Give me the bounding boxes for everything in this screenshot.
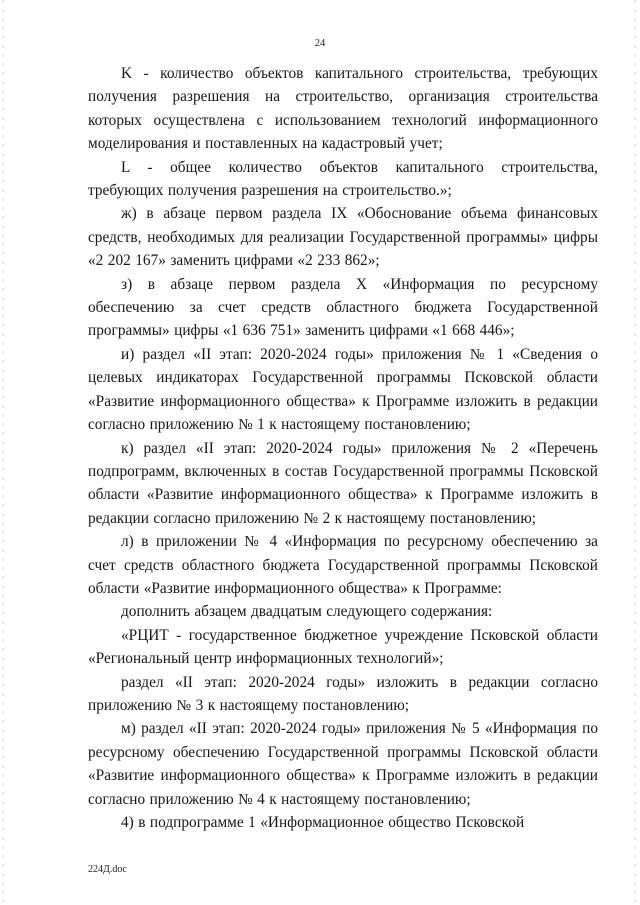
page-number: 24: [314, 38, 326, 49]
document-body: [88, 62, 598, 834]
paragraph-rcit: «РЦИТ - государственное бюджетное учреждение Псковской области «Региональный центр информационных технологий»;: [88, 626, 598, 668]
paragraph-z: з) в абзаце первом раздела X «Информация по ресурсному обеспечению за счет средств областного бюджета Государственной программы» цифры «1 636 751» заменить цифрами «1 668 446»;: [88, 275, 598, 340]
file-name-footer: 224Д.doc: [88, 864, 127, 875]
paragraph-l-definition: L - общее количество объектов капитального строительства, требующих получения разрешения на строительство.»;: [88, 158, 598, 200]
paragraph-4: 4) в подпрограмме 1 «Информационное общество Псковской: [121, 814, 525, 831]
paragraph-i: и) раздел «II этап: 2020-2024 годы» приложения № 1 «Сведения о целевых индикаторах Государственной программы Псковской области «Развитие информационного общества» к Программе изложить в редакции согласно приложению № 1 к настоящему постановлению;: [88, 345, 598, 434]
paragraph-k: к) раздел «II этап: 2020-2024 годы» приложения № 2 «Перечень подпрограмм, включенных в состав Государственной программы Псковской области «Развитие информационного общества» к Программе изложить в редакции согласно приложению № 2 к настоящему постановлению;: [88, 439, 598, 527]
paragraph-section-ii: раздел «II этап: 2020-2024 годы» изложить в редакции согласно приложению № 3 к настоящему постановлению;: [88, 673, 598, 714]
paragraph-add-twentieth: дополнить абзацем двадцатым следующего содержания:: [121, 603, 493, 621]
paragraph-k-definition: K - количество объектов капитального строительства, требующих получения разрешения на строительство, организация строительства которых осуществлена с использованием технологий информационного моделирования и поставленных на кадастровый учет;: [88, 65, 598, 153]
scan-edge-right: [634, 0, 636, 905]
scan-edge-left: [2, 0, 4, 905]
paragraph-m: м) раздел «II этап: 2020-2024 годы» приложения № 5 «Информация по ресурсному обеспечению Государственной программы Псковской области «Развитие информационного общества» к Программе изложить в редакции согласно приложению № 4 к настоящему постановлению;: [88, 720, 598, 808]
paragraph-zh: ж) в абзаце первом раздела IX «Обоснование объема финансовых средств, необходимых для реализации Государственной программы» цифры «2 202 167» заменить цифрами «2 233 862»;: [88, 205, 598, 270]
paragraph-l: л) в приложении № 4 «Информация по ресурсному обеспечению за счет средств областного бюджета Государственной программы Псковской области «Развитие информационного общества» к Программе:: [88, 533, 598, 597]
